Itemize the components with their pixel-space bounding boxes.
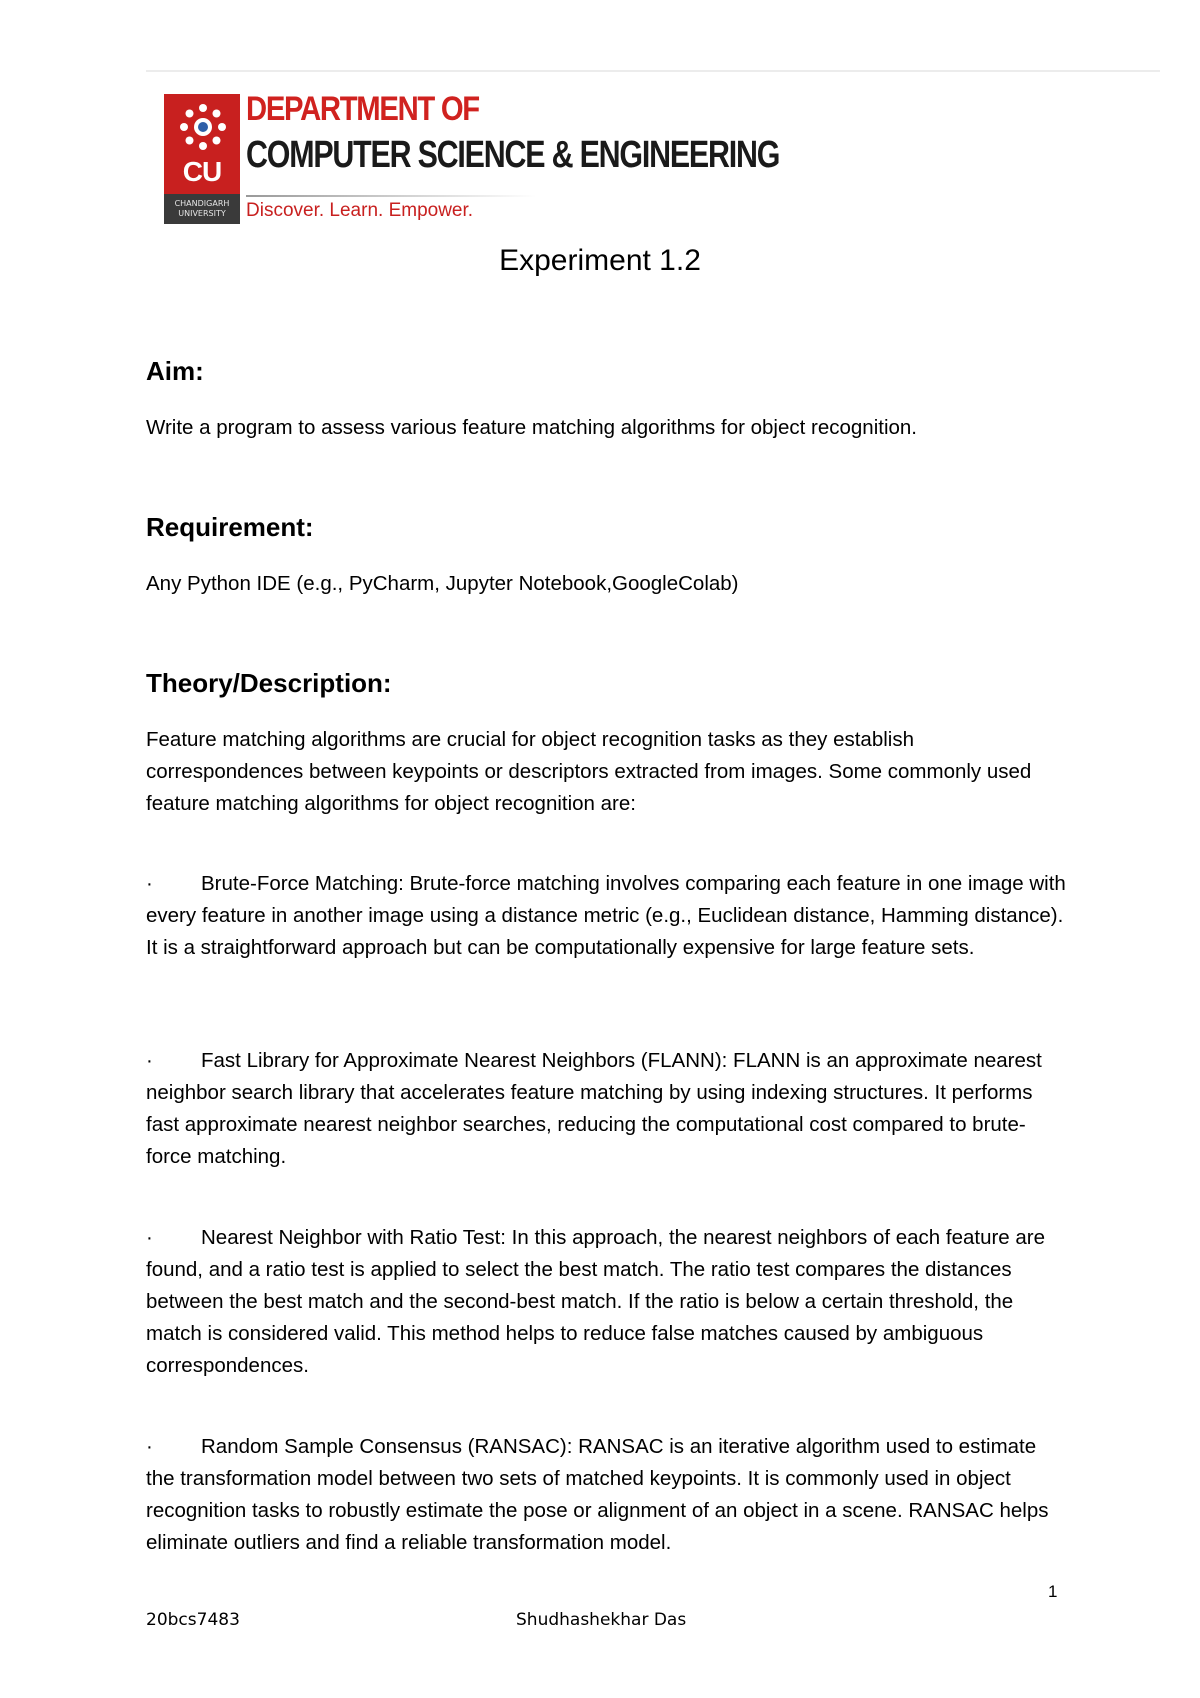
footer-author: Shudhashekhar Das (516, 1610, 687, 1630)
aim-heading: Aim: (146, 356, 204, 386)
bullet-text: Fast Library for Approximate Nearest Neighbors (FLANN): FLANN is an approximate nearest neighbor search library that accelerates feature matching by using indexing structures. It performs fast approximate nearest neighbor searches, reducing the computational cost compared to brute-force matching. (146, 1049, 1042, 1168)
bullet-marker: · (146, 1226, 153, 1249)
gear-emblem-icon (178, 102, 228, 152)
bullet-ratio-test (146, 1222, 1066, 1382)
bullet-marker: · (146, 872, 153, 895)
bullet-text: Nearest Neighbor with Ratio Test: In this approach, the nearest neighbors of each feature are found, and a ratio test is applied to select the best match. The ratio test compares the distances between the best match and the second-best match. If the ratio is below a certain threshold, the match is considered valid. This method helps to reduce false matches caused by ambiguous correspondences. (146, 1226, 1046, 1377)
page-number: 1 (1048, 1582, 1058, 1601)
logo-cu-text: CU (182, 156, 222, 187)
header-rule (246, 195, 536, 197)
bullet-marker: · (146, 1435, 153, 1458)
top-divider (146, 70, 1160, 72)
bullet-text: Brute-Force Matching: Brute-force matching involves comparing each feature in one image with every feature in another image using a distance metric (e.g., Euclidean distance, Hamming distance). It is a straightforward approach but can be computationally expensive for large feature sets. (146, 872, 1066, 959)
bullet-marker: · (146, 1049, 153, 1072)
logo-university-name: CHANDIGARH UNIVERSITY (164, 194, 240, 224)
bullet-text: Random Sample Consensus (RANSAC): RANSAC is an iterative algorithm used to estimate the transformation model between two sets of matched keypoints. It is commonly used in object recognition tasks to robustly estimate the pose or alignment of an object in a scene. RANSAC helps eliminate outliers and find a reliable transformation model. (146, 1435, 1049, 1554)
department-header (164, 90, 780, 226)
footer-roll-number: 20bcs7483 (146, 1610, 240, 1630)
theory-heading: Theory/Description: (146, 668, 392, 698)
requirement-text: Any Python IDE (e.g., PyCharm, Jupyter Notebook,GoogleColab) (146, 572, 739, 595)
department-title: DEPARTMENT OF (246, 90, 479, 128)
bullet-brute-force (146, 868, 1066, 964)
bullet-ransac (146, 1431, 1066, 1559)
requirement-heading: Requirement: (146, 512, 314, 542)
bullet-flann (146, 1045, 1066, 1173)
department-tagline: Discover. Learn. Empower. (246, 200, 474, 221)
university-logo (164, 94, 240, 224)
theory-intro: Feature matching algorithms are crucial for object recognition tasks as they establish correspondences between keypoints or descriptors extracted from images. Some commonly used feature matching algorithms for object recognition are: (146, 728, 1032, 815)
aim-text: Write a program to assess various feature matching algorithms for object recognition. (146, 416, 918, 439)
department-subtitle: COMPUTER SCIENCE & ENGINEERING (246, 134, 780, 176)
experiment-title: Experiment 1.2 (499, 244, 701, 277)
